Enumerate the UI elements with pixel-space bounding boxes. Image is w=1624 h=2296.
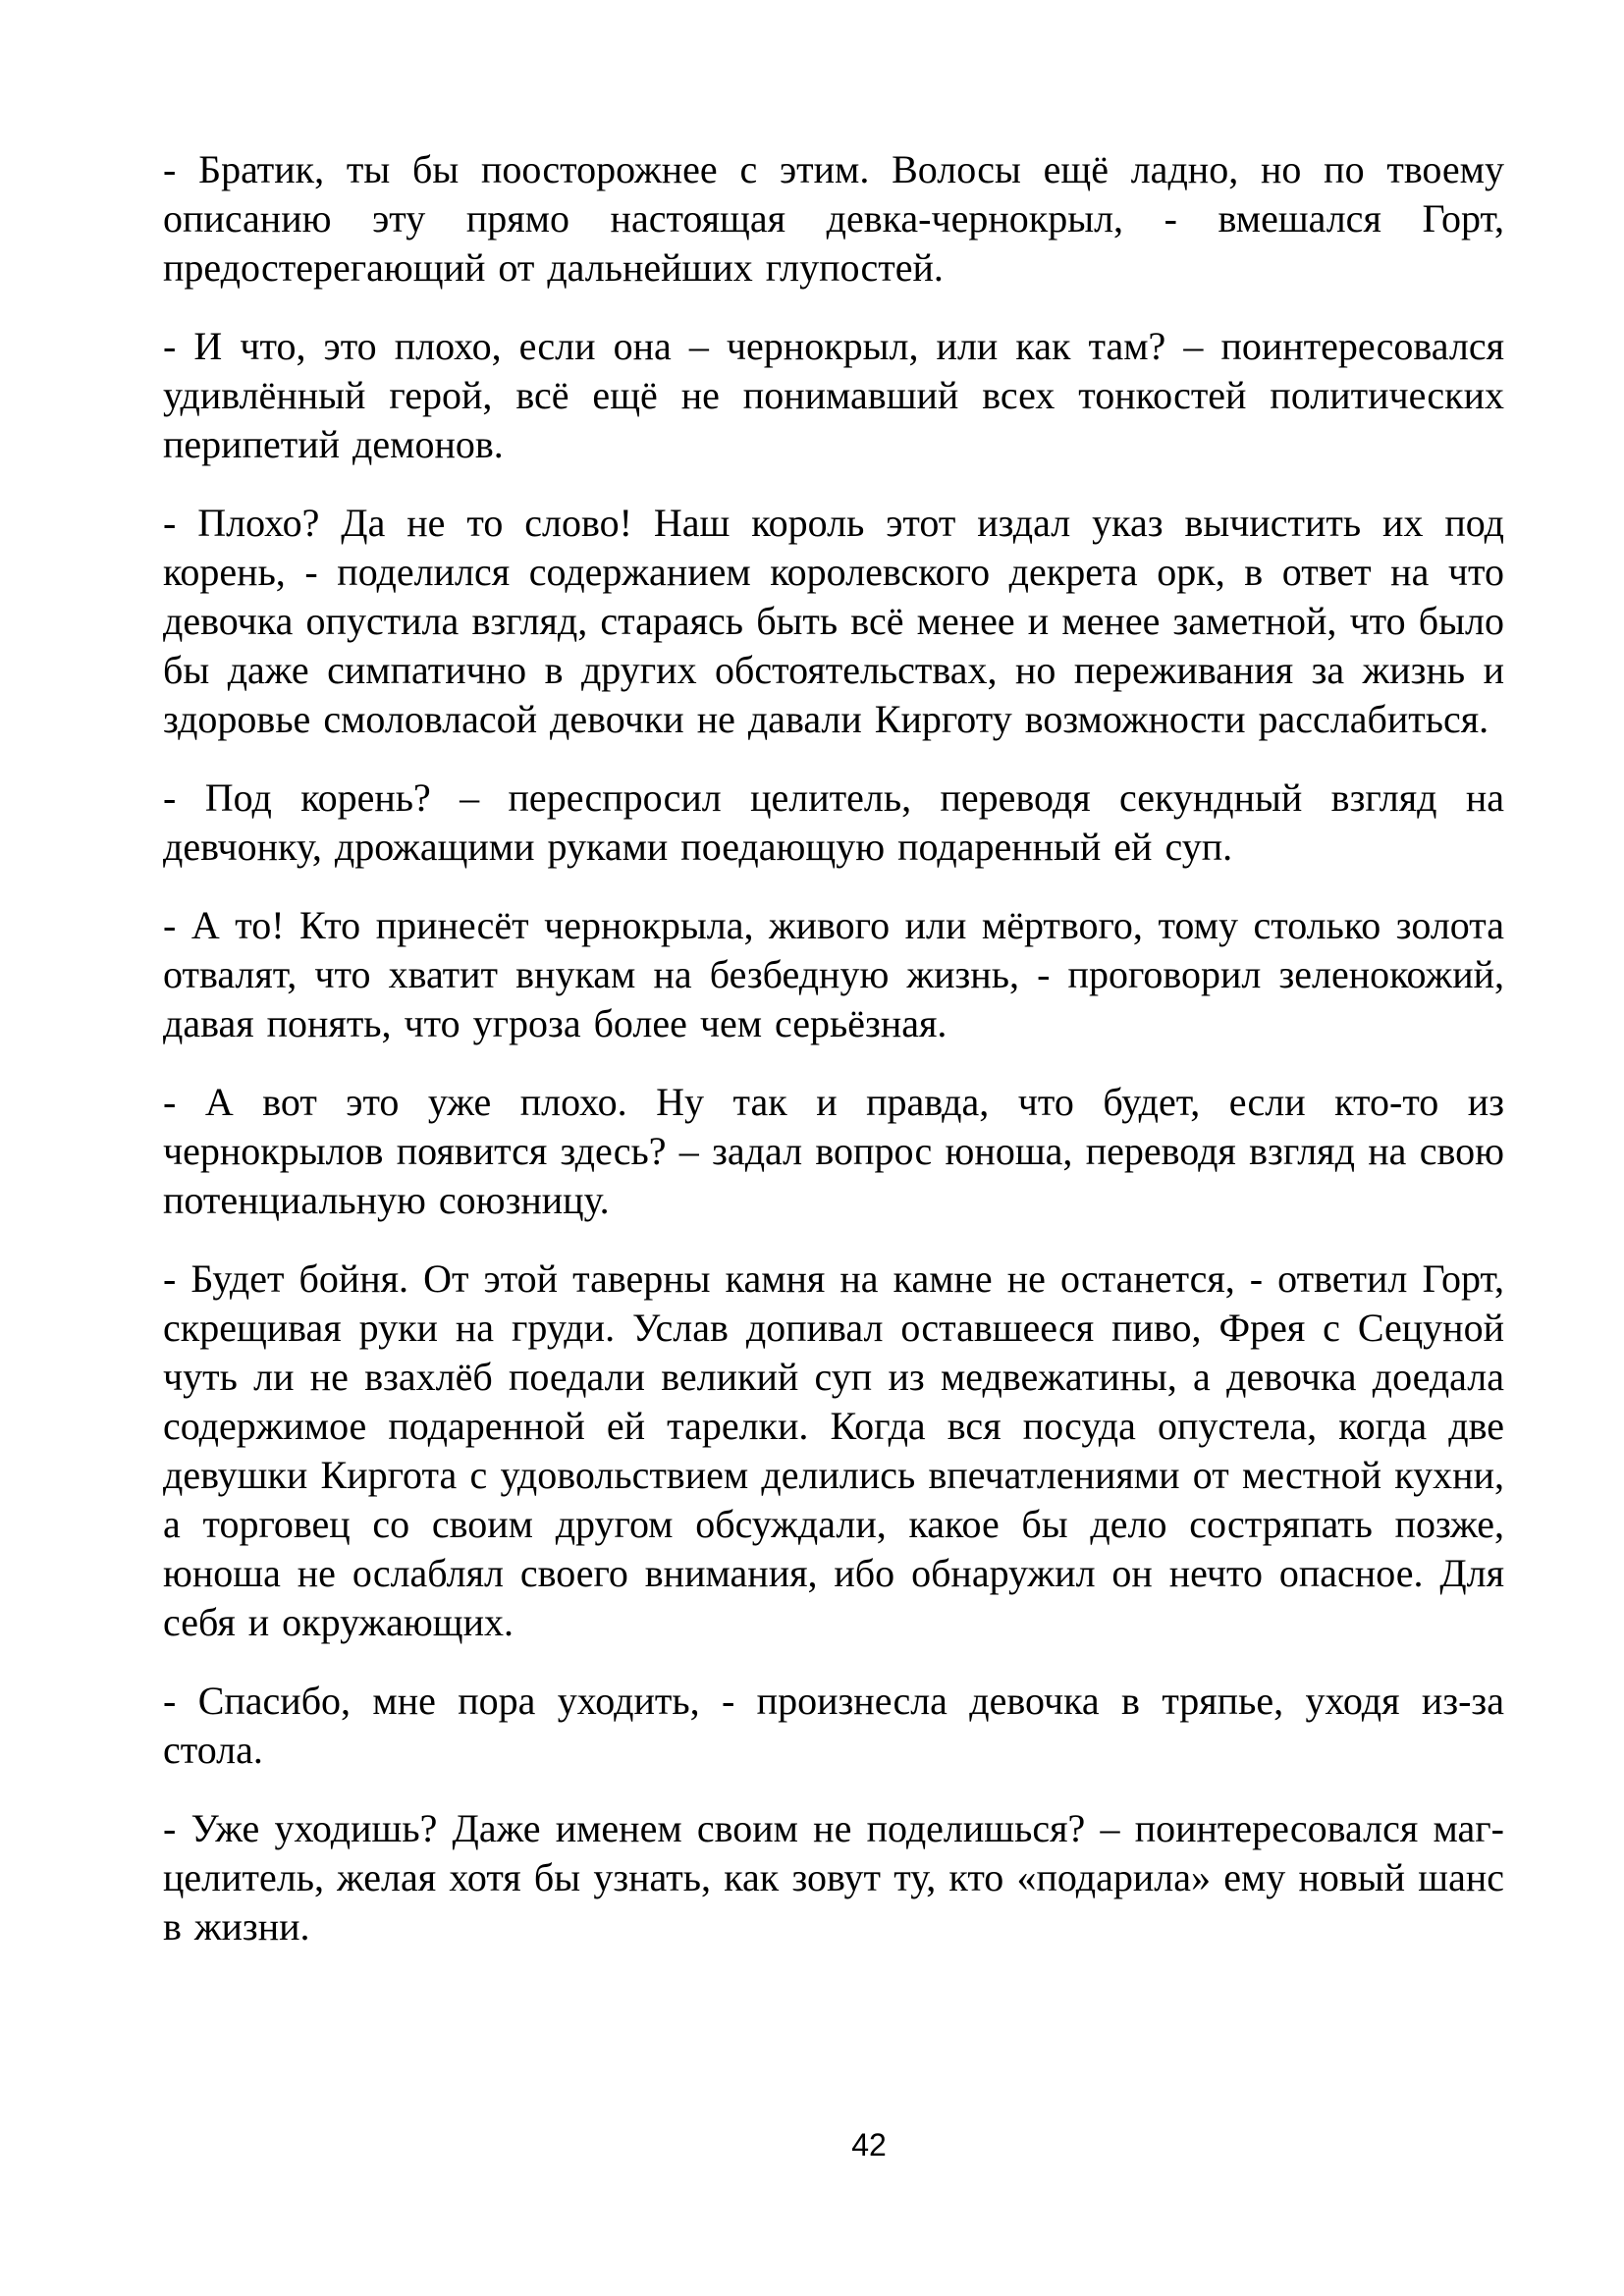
paragraph: - Под корень? – переспросил целитель, переводя секундный взгляд на девчонку, дрожащими руками поедающую подаренный ей суп.: [163, 775, 1504, 869]
paragraph: - Братик, ты бы поосторожнее с этим. Волосы ещё ладно, но по твоему описанию эту прямо настоящая девка-чернокрыл, - вмешался Горт, предостерегающий от дальнейших глупостей.: [163, 147, 1504, 290]
paragraph: - Спасибо, мне пора уходить, - произнесла девочка в тряпье, уходя из-за стола.: [163, 1679, 1504, 1772]
page-number: 42: [851, 2127, 887, 2163]
paragraph: - Уже уходишь? Даже именем своим не поделишься? – поинтересовался маг-целитель, желая хотя бы узнать, как зовут ту, кто «подарила» ему новый шанс в жизни.: [163, 1806, 1504, 1949]
paragraph: - Будет бойня. От этой таверны камня на камне не останется, - ответил Горт, скрещивая руки на груди. Услав допивал оставшееся пиво, Фрея с Сецуной чуть ли не взахлёб поедали великий суп из медвежатины, а девочка доедала содержимое подаренной ей тарелки. Когда вся посуда опустела, когда две девушки Киргота с удовольствием делились впечатлениями от местной кухни, а торговец со своим другом обсуждали, какое бы дело состряпать позже, юноша не ослаблял своего внимания, ибо обнаружил он нечто опасное. Для себя и окружающих.: [163, 1256, 1504, 1644]
page-content: [163, 145, 1504, 1981]
paragraph: - А вот это уже плохо. Ну так и правда, что будет, если кто-то из чернокрылов появится здесь? – задал вопрос юноша, переводя взгляд на свою потенциальную союзницу.: [163, 1080, 1504, 1222]
paragraph: - И что, это плохо, если она – чернокрыл, или как там? – поинтересовался удивлённый герой, всё ещё не понимавший всех тонкостей политических перипетий демонов.: [163, 324, 1504, 466]
paragraph: - Плохо? Да не то слово! Наш король этот издал указ вычистить их под корень, - поделился содержанием королевского декрета орк, в ответ на что девочка опустила взгляд, стараясь быть всё менее и менее заметной, что было бы даже симпатично в других обстоятельствах, но переживания за жизнь и здоровье смоловласой девочки не давали Кирготу возможности расслабиться.: [163, 501, 1504, 741]
paragraph: - А то! Кто принесёт чернокрыла, живого или мёртвого, тому столько золота отвалят, что хватит внукам на безбедную жизнь, - проговорил зеленокожий, давая понять, что угроза более чем серьёзная.: [163, 903, 1504, 1045]
